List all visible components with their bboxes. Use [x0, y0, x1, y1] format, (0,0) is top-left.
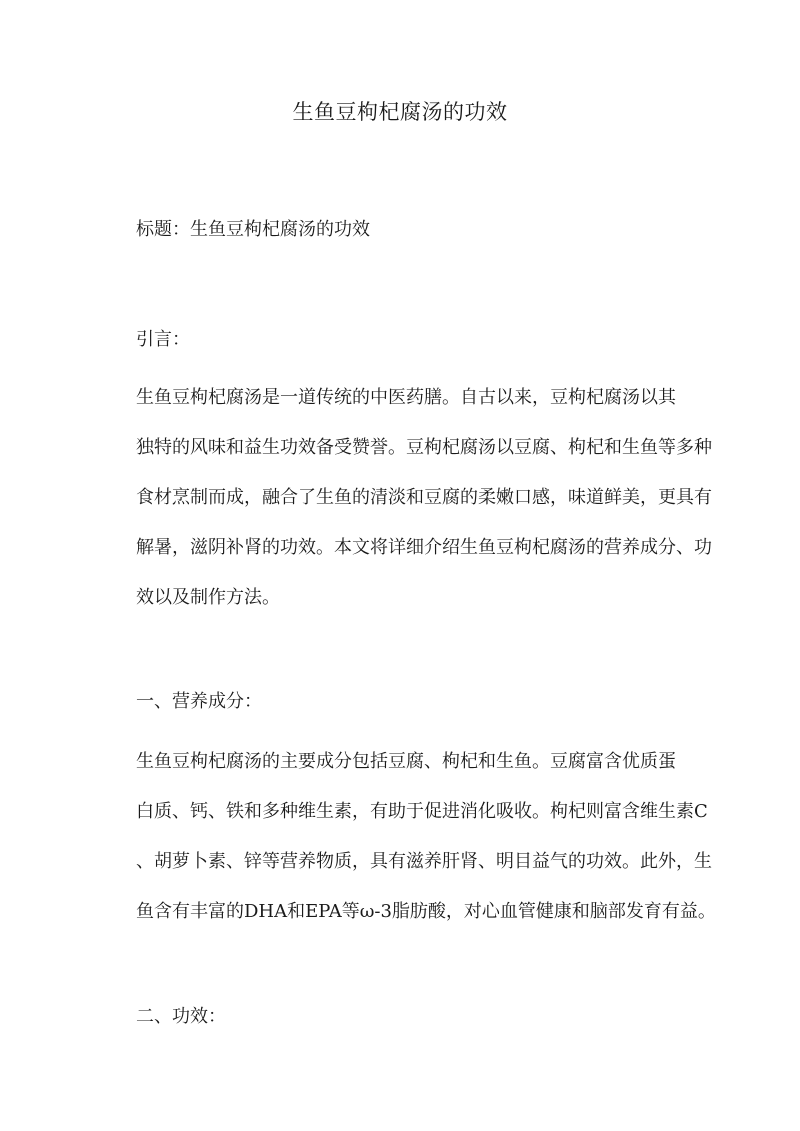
document-title: 生鱼豆枸杞腐汤的功效: [292, 100, 508, 124]
intro-line: 食材烹制而成，融合了生鱼的清淡和豆腐的柔嫩口感，味道鲜美，更具有: [136, 487, 712, 508]
section1-line: 生鱼豆枸杞腐汤的主要成分包括豆腐、枸杞和生鱼。豆腐富含优质蛋: [136, 751, 676, 772]
section1-paragraph: [136, 748, 716, 948]
intro-line: 解暑，滋阴补肾的功效。本文将详细介绍生鱼豆枸杞腐汤的营养成分、功: [136, 537, 712, 558]
section1-line: 白质、钙、铁和多种维生素，有助于促进消化吸收。枸杞则富含维生素C: [136, 801, 708, 822]
intro-heading: 引言：: [136, 329, 190, 350]
intro-line: 独特的风味和益生功效备受赞誉。豆枸杞腐汤以豆腐、枸杞和生鱼等多种: [136, 437, 712, 458]
section2-heading: 二、功效：: [136, 1006, 226, 1027]
intro-line: 效以及制作方法。: [136, 587, 280, 608]
section1-line: 、胡萝卜素、锌等营养物质，具有滋养肝肾、明目益气的功效。此外，生: [136, 851, 712, 872]
subject-line: 标题：生鱼豆枸杞腐汤的功效: [136, 219, 370, 240]
intro-paragraph: [136, 384, 712, 634]
section1-heading: 一、营养成分：: [136, 691, 262, 712]
intro-line: 生鱼豆枸杞腐汤是一道传统的中医药膳。自古以来，豆枸杞腐汤以其: [136, 387, 676, 408]
section1-line: 鱼含有丰富的DHA和EPA等ω-3脂肪酸，对心血管健康和脑部发育有益。: [136, 901, 716, 922]
